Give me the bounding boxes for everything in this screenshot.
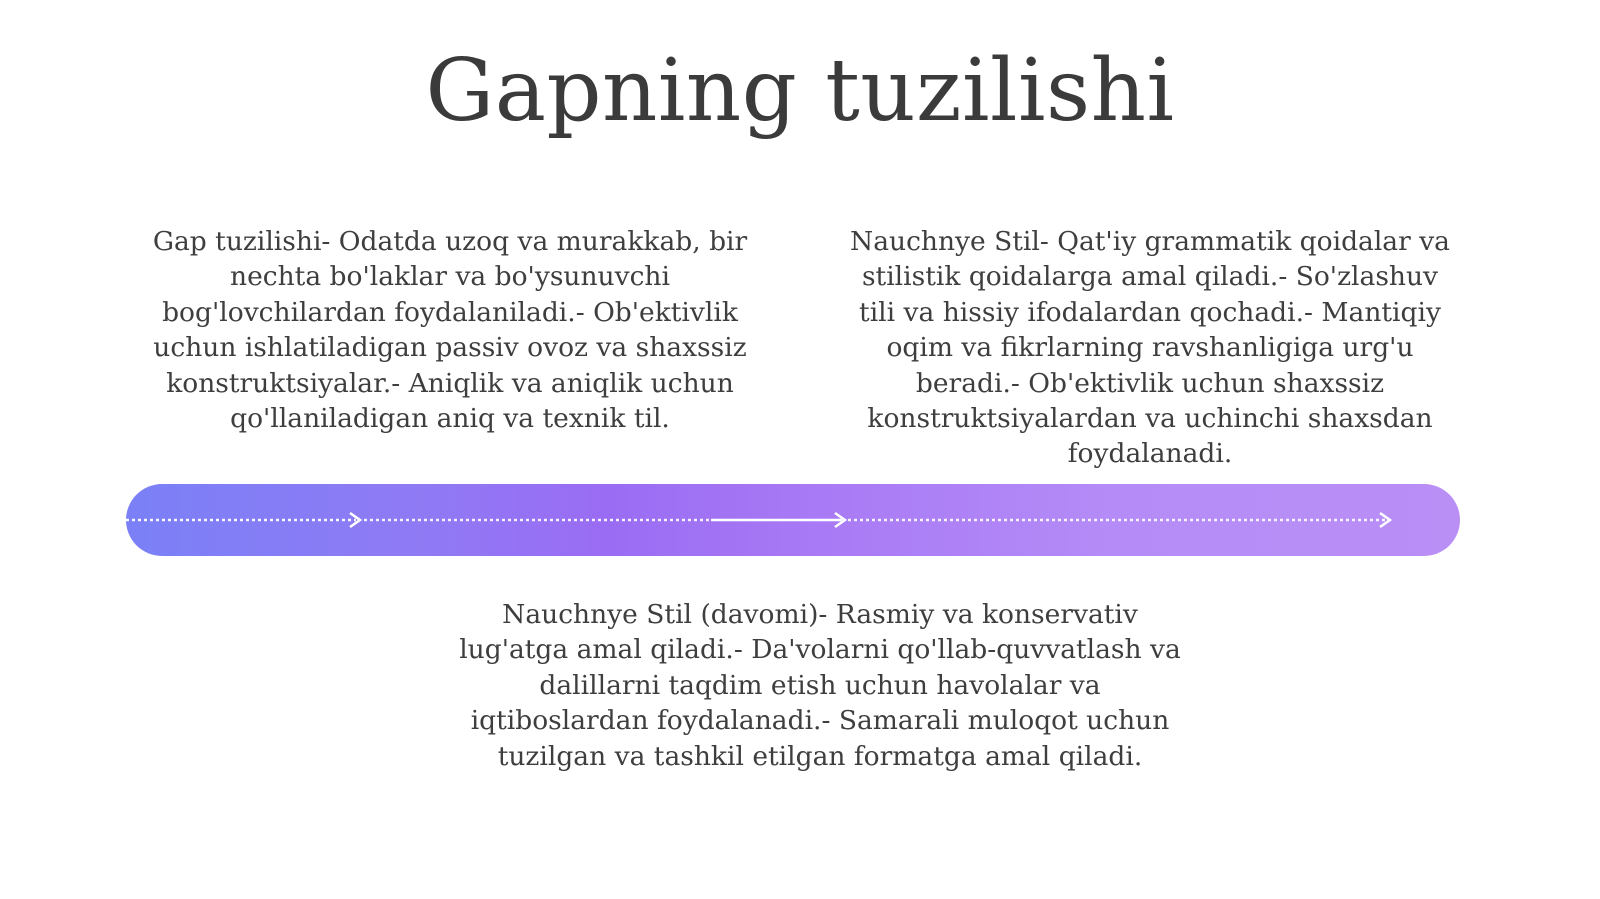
slide-title: Gapning tuzilishi	[425, 41, 1175, 141]
timeline-arrows	[126, 484, 1460, 556]
text-block-left: Gap tuzilishi- Odatda uzoq va murakkab, bir nechta bo'laklar va bo'ysunuvchi bog'lovchilardan foydalaniladi.- Ob'ektivlik uchun ishlatiladigan passiv ovoz va shaxssiz konstruktsiyalar.- Aniqlik va aniqlik uchun qo'llaniladigan aniq va texnik til.	[152, 226, 748, 435]
text-block-bottom: Nauchnye Stil (davomi)- Rasmiy va konservativ lug'atga amal qiladi.- Da'volarni qo'llab-quvvatlash va dalillarni taqdim etish uchun havolalar va iqtiboslardan foydalanadi.- Samarali muloqot uchun tuzilgan va tashkil etilgan formatga amal qiladi.	[459, 599, 1181, 772]
timeline-bar	[126, 484, 1460, 556]
text-block-right: Nauchnye Stil- Qat'iy grammatik qoidalar va stilistik qoidalarga amal qiladi.- So'zlashuv tili va hissiy ifodalardan qochadi.- Mantiqiy oqim va fikrlarning ravshanligiga urg'u beradi.- Ob'ektivlik uchun shaxssiz konstruktsiyalardan va uchinchi shaxsdan foydalanadi.	[850, 226, 1450, 470]
